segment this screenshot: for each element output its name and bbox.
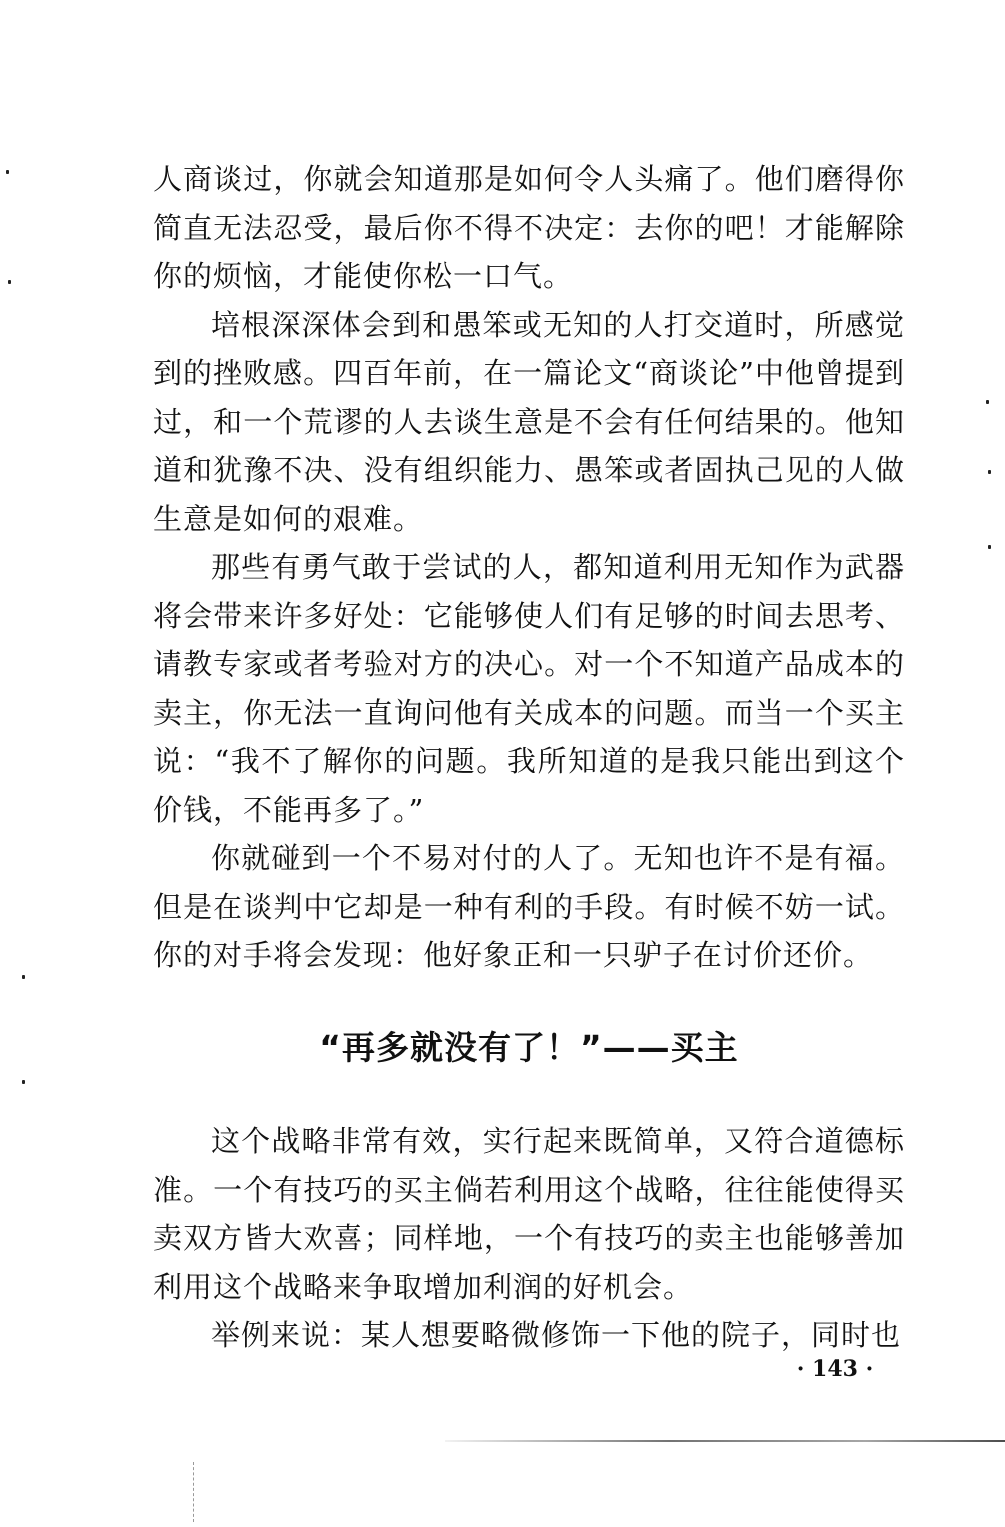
page-number: · 143 · xyxy=(796,1356,874,1382)
scan-speck xyxy=(8,280,11,284)
scan-speck xyxy=(988,545,991,549)
paragraph: 那些有勇气敢于尝试的人，都知道利用无知作为武器将会带来许多好处：它能够使人们有足够的时间去思考、请教专家或者考验对方的决心。对一个不知道产品成本的卖主，你无法一直询问他有关成本的问题。而当一个买主说：“我不了解你的问题。我所知道的是我只能出到这个价钱，不能再多了。” xyxy=(153,550,905,827)
section-heading: “再多就没有了！”——买主 xyxy=(319,1028,739,1067)
paragraph: 举例来说：某人想要略微修饰一下他的院子，同时也 xyxy=(211,1318,902,1352)
scan-speck xyxy=(986,400,989,404)
binding-mark xyxy=(193,1462,195,1522)
scan-speck xyxy=(6,170,9,174)
body-text-bottom xyxy=(153,1117,905,1360)
paragraph: 你就碰到一个不易对付的人了。无知也许不是有福。但是在谈判中它却是一种有利的手段。有时候不妨一试。你的对手将会发现：他好象正和一只驴子在讨价还价。 xyxy=(153,841,905,972)
paragraph: 培根深深体会到和愚笨或无知的人打交道时，所感觉到的挫败感。四百年前，在一篇论文“商谈论”中他曾提到过，和一个荒谬的人去谈生意是不会有任何结果的。他知道和犹豫不决、没有组织能力、愚笨或者固执己见的人做生意是如何的艰难。 xyxy=(153,307,905,536)
scan-edge-line xyxy=(445,1440,1005,1442)
scan-speck xyxy=(22,1080,25,1084)
scan-speck xyxy=(988,470,991,474)
paragraph: 这个战略非常有效，实行起来既简单，又符合道德标准。一个有技巧的买主倘若利用这个战略，往往能使得买卖双方皆大欢喜；同样地，一个有技巧的卖主也能够善加利用这个战略来争取增加利润的好机会。 xyxy=(153,1124,905,1304)
paragraph-continued: 人商谈过，你就会知道那是如何令人头痛了。他们磨得你简直无法忍受，最后你不得不决定：去你的吧！才能解除你的烦恼，才能使你松一口气。 xyxy=(153,162,905,293)
scan-speck xyxy=(22,975,25,979)
body-text-top xyxy=(153,155,905,980)
